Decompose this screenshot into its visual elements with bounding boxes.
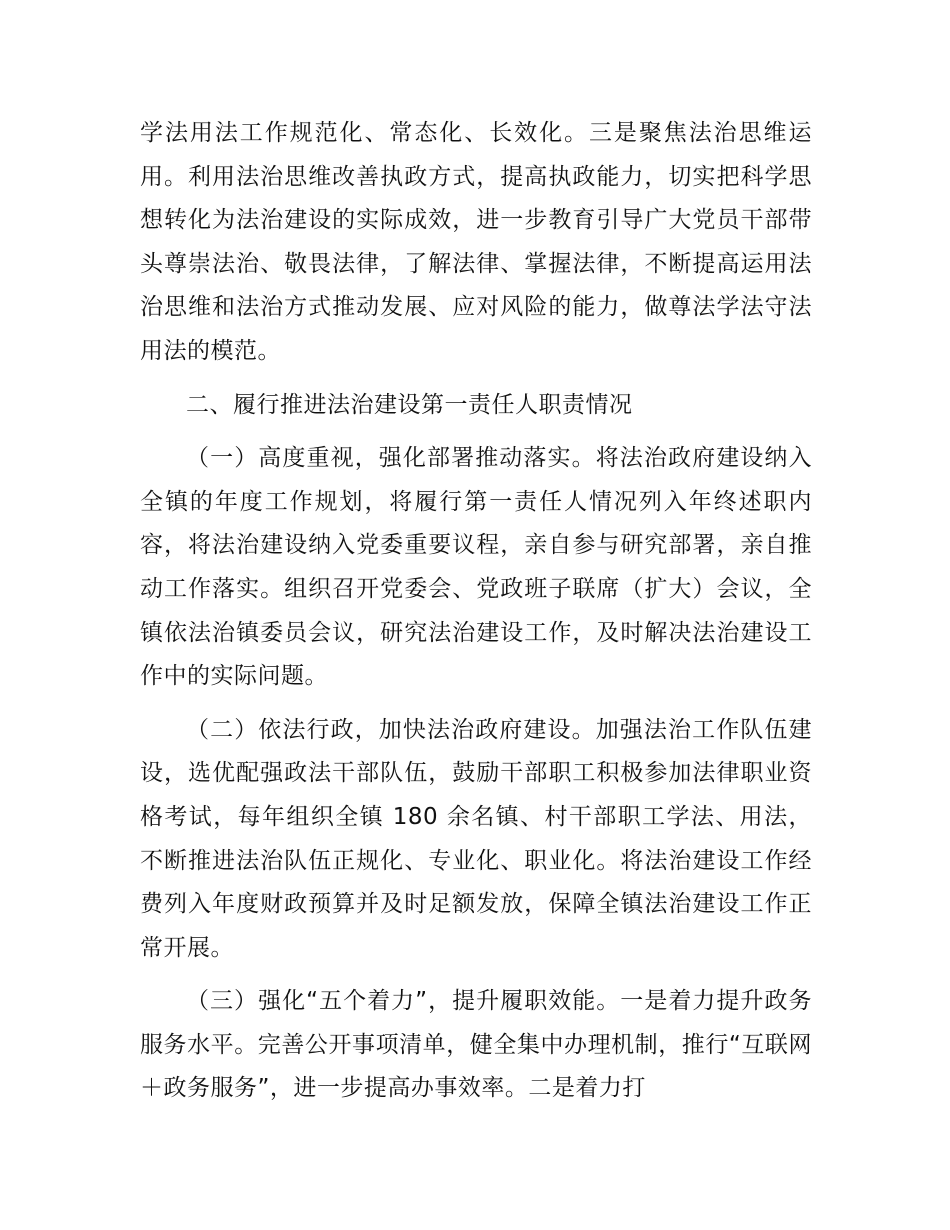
document-body [140,112,812,1111]
paragraph-item-2: （二）依法行政，加快法治政府建设。加强法治工作队伍建设，选优配强政法干部队伍，鼓励干部职工积极参加法律职业资格考试，每年组织全镇 180 余名镇、村干部职工学法、用法，不断推进法治队伍正规化、专业化、职业化。将法治建设工作经费列入年度财政预算并及时足额发放，保障全镇法治建设工作正常开展。 [140,716,812,961]
paragraph-continuation: 学法用法工作规范化、常态化、长效化。三是聚焦法治思维运用。利用法治思维改善执政方式，提高执政能力，切实把科学思想转化为法治建设的实际成效，进一步教育引导广大党员干部带头尊崇法治、敬畏法律，了解法律、掌握法律，不断提高运用法治思维和法治方式推动发展、应对风险的能力，做尊法学法守法用法的模范。 [140,120,812,364]
section-heading: 二、履行推进法治建设第一责任人职责情况 [186,391,633,418]
paragraph-item-3: （三）强化“五个着力”，提升履职效能。一是着力提升政务服务水平。完善公开事项清单，健全集中办理机制，推行“互联网＋政务服务”，进一步提高办事效率。二是着力打 [140,988,812,1102]
paragraph-item-1: （一）高度重视，强化部署推动落实。将法治政府建设纳入全镇的年度工作规划，将履行第一责任人情况列入年终述职内容，将法治建设纳入党委重要议程，亲自参与研究部署，亲自推动工作落实。组织召开党委会、党政班子联席（扩大）会议，全镇依法治镇委员会议，研究法治建设工作，及时解决法治建设工作中的实际问题。 [140,445,812,690]
